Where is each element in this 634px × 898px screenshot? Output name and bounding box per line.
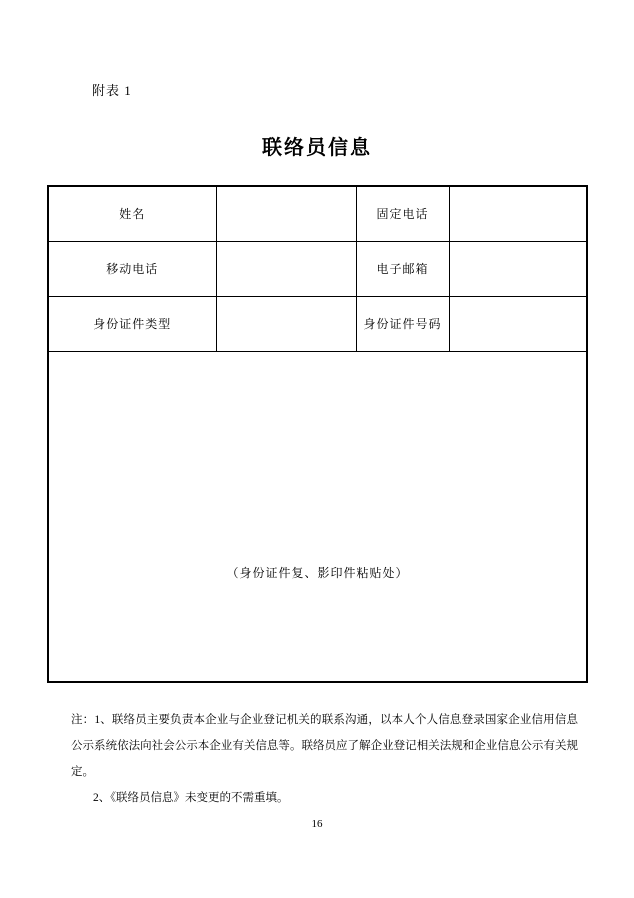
id-type-value-cell	[216, 296, 356, 351]
note-1: 注：1、联络员主要负责本企业与企业登记机关的联系沟通，以本人个人信息登录国家企业信用信息公示系统依法向社会公示本企业有关信息等。联络员应了解企业登记相关法规和企业信息公示有关规定。	[71, 714, 578, 778]
id-type-label-cell: 身份证件类型	[48, 296, 216, 351]
mobile-phone-label-cell: 移动电话	[48, 241, 216, 296]
name-label-cell: 姓名	[48, 186, 216, 241]
table-row-name-phone	[48, 186, 587, 241]
email-label-cell: 电子邮箱	[356, 241, 449, 296]
id-number-label-cell: 身份证件号码	[356, 296, 449, 351]
table-row-paste-area	[48, 351, 587, 682]
name-value-cell	[216, 186, 356, 241]
footnotes	[71, 707, 578, 811]
appendix-label: 附表 1	[92, 83, 132, 98]
liaison-info-table	[47, 185, 588, 683]
id-number-value-cell	[449, 296, 587, 351]
page-number: 16	[311, 818, 323, 830]
mobile-phone-value-cell	[216, 241, 356, 296]
fixed-phone-label-cell: 固定电话	[356, 186, 449, 241]
paste-area-text: （身份证件复、影印件粘贴处）	[226, 566, 409, 581]
note-2: 2、《联络员信息》未变更的不需重填。	[93, 792, 289, 804]
table-row-id-type-number	[48, 296, 587, 351]
page-title: 联络员信息	[262, 137, 372, 159]
id-copy-paste-area-cell	[48, 351, 587, 682]
email-value-cell	[449, 241, 587, 296]
fixed-phone-value-cell	[449, 186, 587, 241]
table-row-mobile-email	[48, 241, 587, 296]
